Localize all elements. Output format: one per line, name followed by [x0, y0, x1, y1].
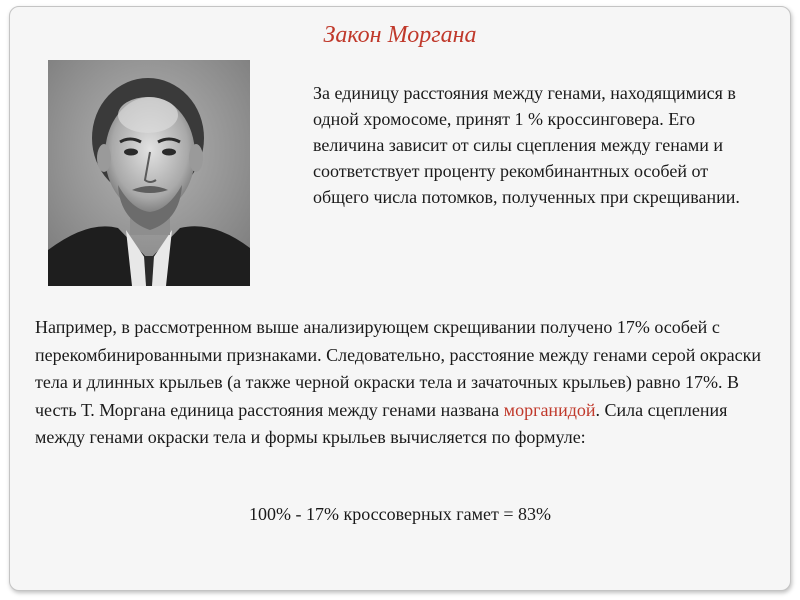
formula: 100% - 17% кроссоверных гамет = 83% — [248, 504, 552, 524]
body-paragraph — [35, 314, 770, 452]
portrait-image — [48, 60, 250, 286]
intro-paragraph: За единицу расстояния между генами, находящимися в одной хромосоме, принят 1 % кроссинговера. Его величина зависит от силы сцепления между генами и соответствует проценту рекомбинантных особей от общего числа потомков, полученных при скрещивании. — [313, 83, 740, 207]
body-text-part2: . Сила сцепления между генами окраски тела и формы крыльев вычисляется по формуле: — [35, 399, 728, 447]
slide-title: Закон Моргана — [323, 22, 477, 48]
body-text-part1: Например, в рассмотренном выше анализирующем скрещивании получено 17% особей с перекомбинированными признаками. Следовательно, расстояние между генами серой окраски тела и длинных крыльев (а также черной окраски тела и зачаточных крыльев) равно 17%. В честь Т. Моргана единица расстояния между генами названа — [35, 317, 762, 420]
portrait-illustration — [48, 60, 250, 286]
term-morganida: морганидой — [503, 399, 596, 420]
